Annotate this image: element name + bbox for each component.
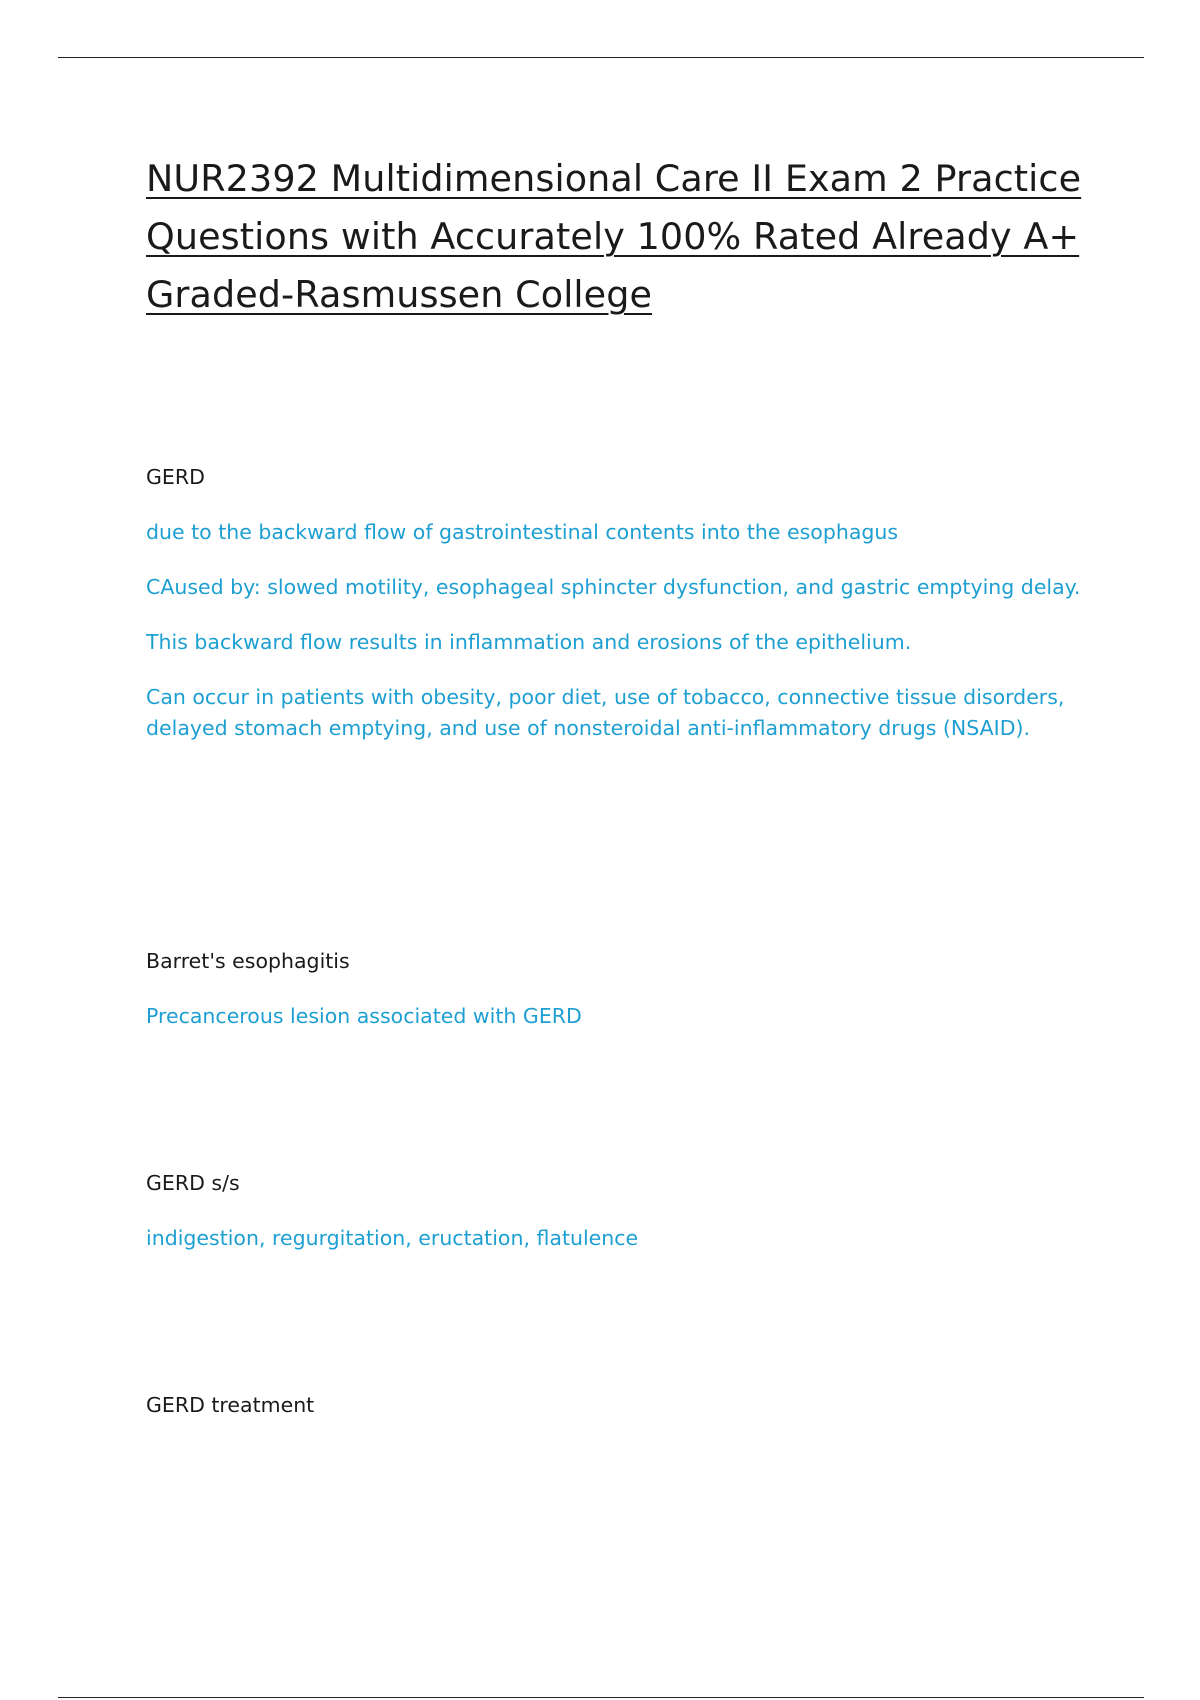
flashcard-gerd [146,462,1106,946]
term-text: GERD treatment [146,1393,315,1417]
top-rule [58,57,1144,58]
document-title: NUR2392 Multidimensional Care II Exam 2 Practice Questions with Accurately 100% Rated Already A+ Graded-Rasmussen College [146,157,1082,316]
term-text: Barret's esophagitis [146,949,350,973]
flashcard-gerd-signs-symptoms [146,1168,1106,1390]
definition-text: Can occur in patients with obesity, poor diet, use of tobacco, connective tissue disorders, delayed stomach emptying, and use of nonsteroidal anti-inflammatory drugs (NSAID). [146,685,1065,740]
definition-text: due to the backward flow of gastrointestinal contents into the esophagus [146,520,899,544]
definition-text: CAused by: slowed motility, esophageal sphincter dysfunction, and gastric emptying delay. [146,575,1081,599]
definition-text: indigestion, regurgitation, eructation, flatulence [146,1226,639,1250]
definition-text: Precancerous lesion associated with GERD [146,1004,582,1028]
flashcard-gerd-treatment [146,1390,1106,1450]
bottom-rule [58,1697,1144,1698]
flashcard-barretts-esophagitis [146,946,1106,1168]
flashcard-list [146,462,1106,1450]
term-text: GERD [146,465,205,489]
term-text: GERD s/s [146,1171,240,1195]
definition-text: This backward flow results in inflammation and erosions of the epithelium. [146,630,912,654]
document-body [146,150,1106,1450]
